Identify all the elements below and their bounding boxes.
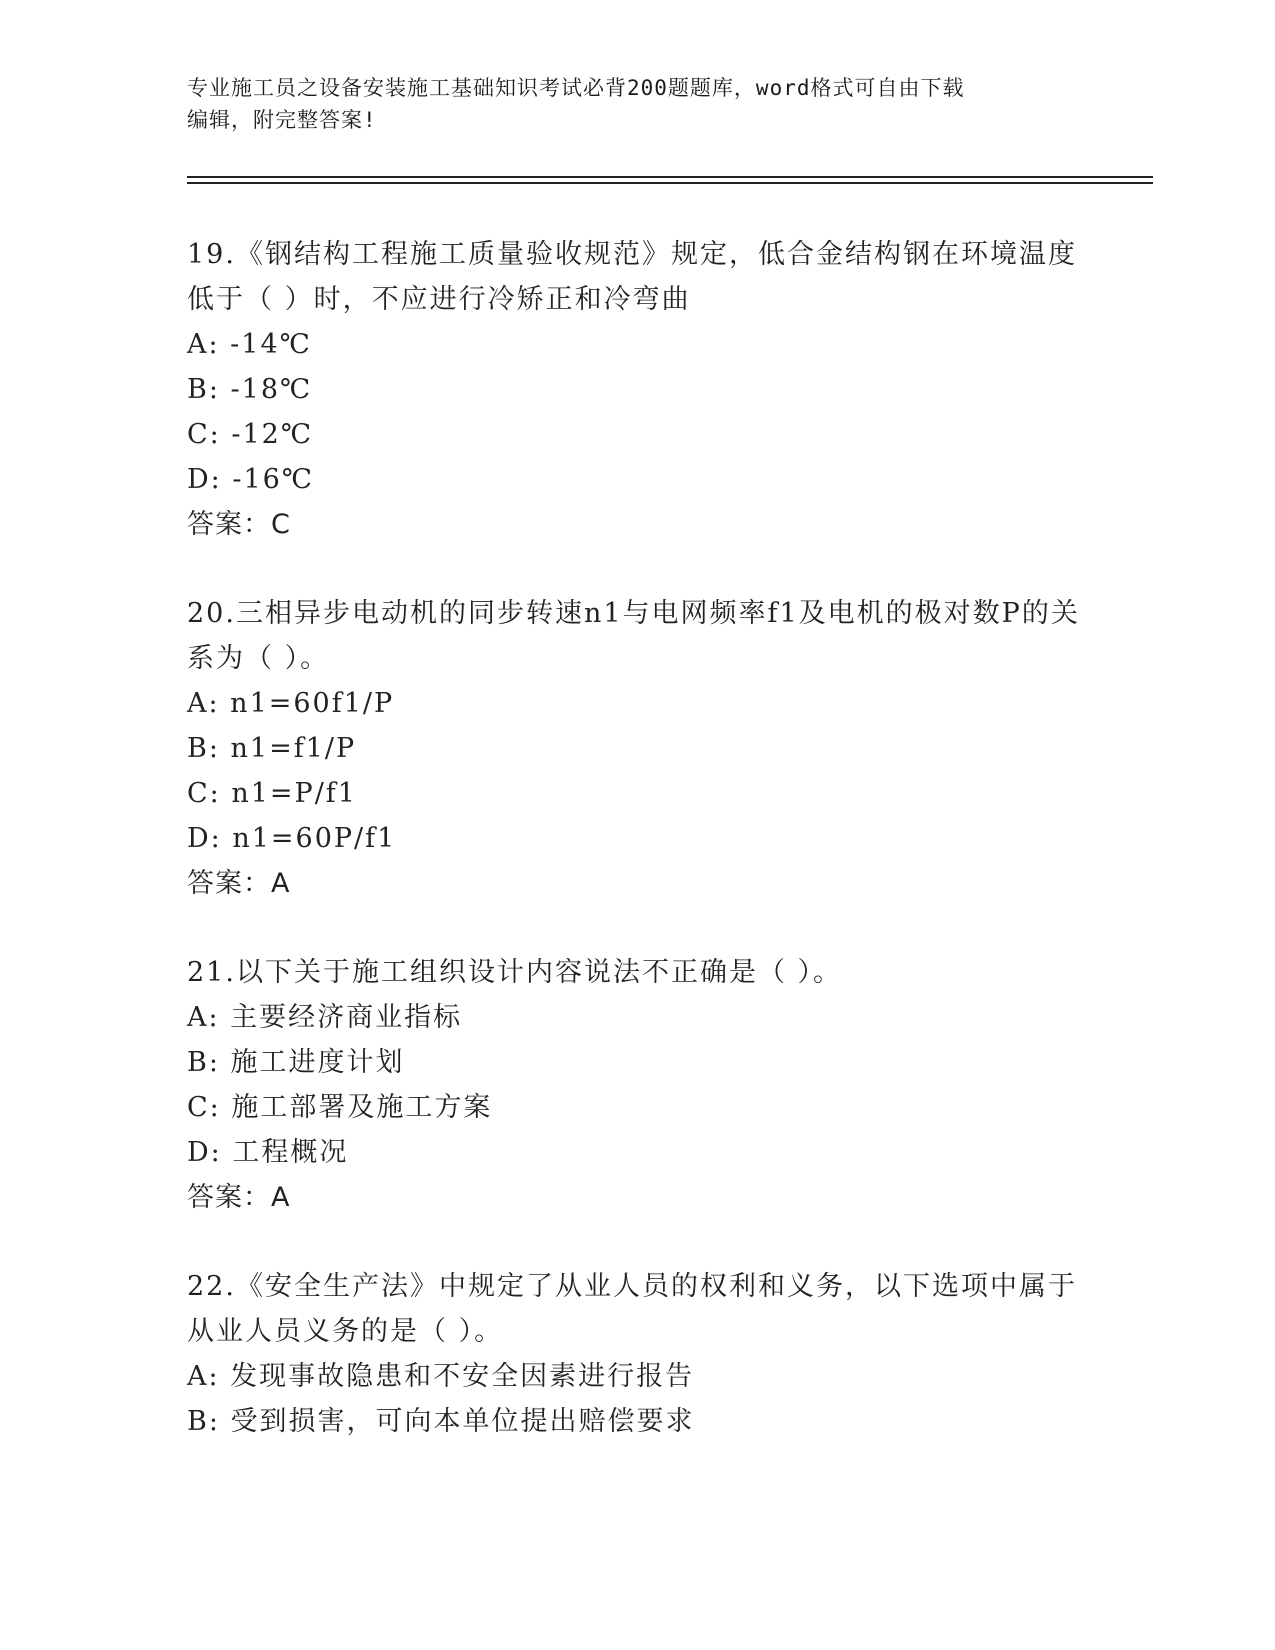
option-c: C: 施工部署及施工方案: [187, 1092, 493, 1123]
header-divider-bottom: [187, 182, 1153, 184]
option-a: A: 发现事故隐患和不安全因素进行报告: [187, 1361, 695, 1392]
question-21: [187, 950, 1087, 1220]
answer-label: 答案：A: [187, 868, 291, 899]
option-d: D: n1=60P/f1: [187, 823, 397, 854]
question-22: [187, 1264, 1087, 1444]
option-d: D: 工程概况: [187, 1137, 349, 1168]
question-list: [187, 232, 1087, 1488]
option-a: A: 主要经济商业指标: [187, 1002, 463, 1033]
document-header: [187, 72, 1087, 136]
question-20: [187, 591, 1087, 906]
header-title-line-1: 专业施工员之设备安装施工基础知识考试必背200题题库，word格式可自由下载: [187, 76, 965, 100]
option-b: B: -18℃: [187, 374, 313, 405]
option-a: A: n1=60f1/P: [187, 688, 395, 719]
header-divider-top: [187, 176, 1153, 178]
question-text: 20.三相异步电动机的同步转速n1与电网频率f1及电机的极对数P的关系为（ ）。: [187, 598, 1080, 674]
answer-label: 答案：A: [187, 1182, 291, 1213]
option-b: B: 施工进度计划: [187, 1047, 405, 1078]
option-d: D: -16℃: [187, 464, 315, 495]
option-b: B: n1=f1/P: [187, 733, 357, 764]
header-title-line-2: 编辑，附完整答案!: [187, 108, 377, 132]
option-b: B: 受到损害，可向本单位提出赔偿要求: [187, 1406, 695, 1437]
option-a: A: -14℃: [187, 329, 312, 360]
option-c: C: -12℃: [187, 419, 314, 450]
option-c: C: n1=P/f1: [187, 778, 357, 809]
question-text: 22.《安全生产法》中规定了从业人员的权利和义务，以下选项中属于从业人员义务的是（ ）。: [187, 1271, 1077, 1347]
answer-label: 答案：C: [187, 509, 291, 540]
question-19: [187, 232, 1087, 547]
question-text: 19.《钢结构工程施工质量验收规范》规定，低合金结构钢在环境温度低于（ ）时，不应进行冷矫正和冷弯曲: [187, 239, 1077, 315]
question-text: 21.以下关于施工组织设计内容说法不正确是（ ）。: [187, 957, 843, 988]
